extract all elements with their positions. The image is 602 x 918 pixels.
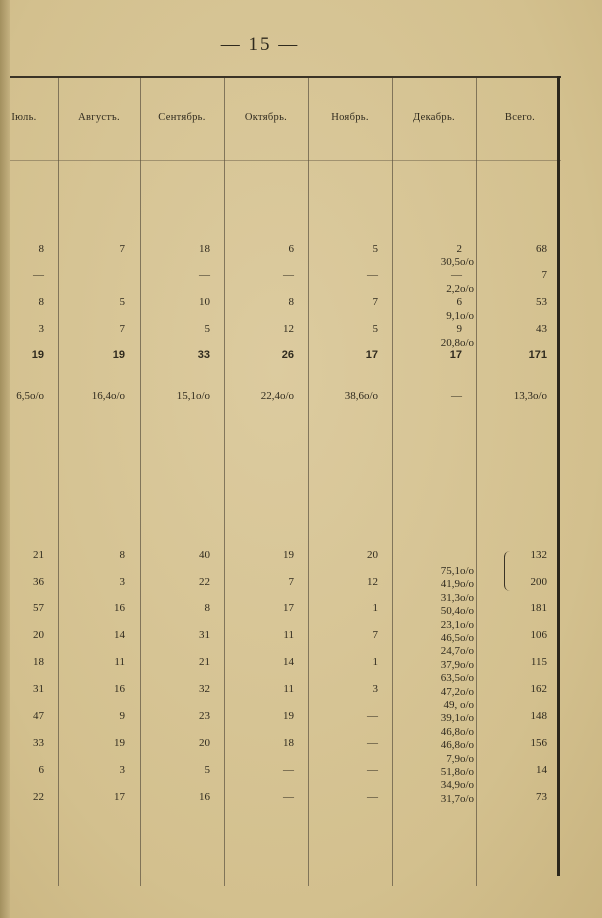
table-cell: 7 — [372, 296, 378, 308]
table-cell: 6 — [456, 296, 462, 308]
table-cell: 9 — [119, 710, 125, 722]
december-percentage: 31,3o/o — [440, 591, 474, 604]
table-right-rule — [557, 76, 560, 876]
table-cell: 10 — [199, 296, 210, 308]
december-percentage: 41,9o/o — [440, 578, 474, 591]
table-cell: 33 — [33, 737, 44, 749]
table-cell: 1 — [372, 656, 378, 668]
table-cell: 200 — [530, 576, 547, 588]
table-top-rule — [10, 76, 561, 78]
column-header: Іюль. — [11, 112, 37, 123]
december-percentage: 7,9o/o — [446, 752, 474, 765]
december-percentage: 24,7o/o — [440, 645, 474, 658]
december-percentage: 51,8o/o — [440, 766, 474, 778]
table-cell: 106 — [530, 629, 547, 641]
december-percentage: 47,2o/o — [440, 685, 474, 698]
table-cell: 14 — [114, 629, 125, 641]
table-cell: 23 — [199, 710, 210, 722]
december-percentage: 39,1o/o — [440, 712, 474, 725]
table-cell: 21 — [199, 656, 210, 668]
table-cell: 12 — [367, 576, 378, 588]
table-cell: 16 — [199, 791, 210, 803]
december-percentage: 46,8o/o — [440, 725, 474, 738]
table-cell: 68 — [536, 243, 547, 255]
table-cell: 171 — [528, 349, 547, 361]
table-cell: 6 — [288, 243, 294, 255]
december-percentage: 50,4o/o — [440, 605, 474, 618]
table-cell: 115 — [530, 656, 547, 668]
table-cell: 31 — [33, 683, 44, 695]
table-cell: 17 — [449, 349, 462, 361]
december-percentage: 23,1o/o — [440, 618, 474, 631]
table-cell: 15,1o/o — [176, 390, 210, 402]
table-cell: — — [451, 390, 462, 402]
table-cell: 156 — [530, 737, 547, 749]
table-cell: 17 — [283, 602, 294, 614]
header-rule — [10, 160, 561, 161]
table-cell: 3 — [119, 764, 125, 776]
table-cell: 17 — [114, 791, 125, 803]
table-cell: — — [367, 269, 378, 281]
table-cell: 8 — [204, 602, 210, 614]
december-percentage: 9,1o/o — [446, 310, 474, 322]
table-cell: 73 — [536, 791, 547, 803]
december-percentage: 31,7o/o — [440, 792, 474, 805]
column-header: Сентябрь. — [158, 112, 206, 123]
december-percentage: 2,2o/o — [446, 283, 474, 295]
table-cell: 132 — [530, 549, 547, 561]
table-cell: 13,3o/o — [513, 390, 547, 402]
table-cell: 43 — [536, 323, 547, 335]
table-cell: 16,4o/o — [91, 390, 125, 402]
table-cell: 40 — [199, 549, 210, 561]
table-cell: 22,4o/o — [260, 390, 294, 402]
table-cell: — — [367, 764, 378, 776]
table-cell: — — [367, 737, 378, 749]
table-cell: 18 — [283, 737, 294, 749]
table-cell: — — [283, 269, 294, 281]
table-cell: 11 — [283, 683, 294, 695]
table-cell: 11 — [283, 629, 294, 641]
table-cell: 20 — [199, 737, 210, 749]
table-cell: 7 — [372, 629, 378, 641]
table-cell: 16 — [114, 602, 125, 614]
table-cell: 6,5o/o — [16, 390, 44, 402]
table-cell: 22 — [199, 576, 210, 588]
table-cell: 9 — [456, 323, 462, 335]
brace-bracket — [504, 551, 511, 591]
table-cell: 20 — [367, 549, 378, 561]
table-cell: 18 — [33, 656, 44, 668]
table-cell: 32 — [199, 683, 210, 695]
table-cell: — — [367, 710, 378, 722]
table-cell: 11 — [114, 656, 125, 668]
table-cell: 8 — [38, 296, 44, 308]
column-header: Декабрь. — [413, 112, 455, 123]
column-divider — [392, 78, 393, 886]
page-paper — [10, 0, 602, 918]
table-cell: 162 — [530, 683, 547, 695]
table-cell: 3 — [372, 683, 378, 695]
table-cell: — — [33, 269, 44, 281]
page-number: — 15 — — [220, 34, 300, 55]
table-cell: — — [199, 269, 210, 281]
table-cell: 8 — [288, 296, 294, 308]
column-header: Августъ. — [78, 112, 120, 123]
column-header: Октябрь. — [244, 112, 288, 123]
table-cell: 19 — [283, 549, 294, 561]
table-cell: 6 — [38, 764, 44, 776]
table-cell: 57 — [33, 602, 44, 614]
table-cell: 5 — [119, 296, 125, 308]
table-cell: 8 — [119, 549, 125, 561]
table-cell: 7 — [541, 269, 547, 281]
december-percentage: 20,8o/o — [440, 337, 474, 349]
table-cell: 1 — [372, 602, 378, 614]
table-cell: 5 — [204, 764, 210, 776]
table-cell: — — [283, 791, 294, 803]
table-cell: — — [283, 764, 294, 776]
december-percentage: 63,5o/o — [440, 672, 474, 685]
december-percentage: 34,9o/o — [440, 779, 474, 792]
table-cell: 19 — [283, 710, 294, 722]
table-cell: 19 — [31, 349, 44, 361]
table-cell: 3 — [119, 576, 125, 588]
table-cell: 7 — [288, 576, 294, 588]
december-percentage: 46,8o/o — [440, 739, 474, 752]
table-cell: 31 — [199, 629, 210, 641]
december-percentage: 46,5o/o — [440, 632, 474, 644]
table-cell: 33 — [197, 349, 210, 361]
table-cell: 22 — [33, 791, 44, 803]
table-cell: 26 — [281, 349, 294, 361]
table-cell: 21 — [33, 549, 44, 561]
table-cell: 18 — [199, 243, 210, 255]
table-cell: 47 — [33, 710, 44, 722]
table-cell: 3 — [38, 323, 44, 335]
table-cell: 19 — [112, 349, 125, 361]
table-cell: 38,6o/o — [344, 390, 378, 402]
table-cell: 14 — [536, 764, 547, 776]
table-cell: 5 — [204, 323, 210, 335]
table-cell: 181 — [530, 602, 547, 614]
table-cell: 53 — [536, 296, 547, 308]
table-cell: 148 — [530, 710, 547, 722]
table-cell: 7 — [119, 323, 125, 335]
december-percentage: 49, o/o — [443, 699, 474, 711]
table-cell: — — [367, 791, 378, 803]
table-cell: 7 — [119, 243, 125, 255]
table-cell: 17 — [365, 349, 378, 361]
table-cell: 12 — [283, 323, 294, 335]
december-percentage: 75,1o/o — [440, 565, 474, 577]
table-cell: 14 — [283, 656, 294, 668]
december-percentage: 30,5o/o — [440, 256, 474, 268]
december-percentage: 37,9o/o — [440, 658, 474, 671]
table-cell: 36 — [33, 576, 44, 588]
column-header: Ноябрь. — [331, 112, 369, 123]
table-cell: 19 — [114, 737, 125, 749]
table-cell: 5 — [372, 243, 378, 255]
table-cell: 2 — [456, 243, 462, 255]
table-cell: 20 — [33, 629, 44, 641]
table-cell: 8 — [38, 243, 44, 255]
table-cell: — — [451, 269, 462, 281]
column-header: Всего. — [504, 112, 536, 123]
table-cell: 16 — [114, 683, 125, 695]
table-cell: 5 — [372, 323, 378, 335]
